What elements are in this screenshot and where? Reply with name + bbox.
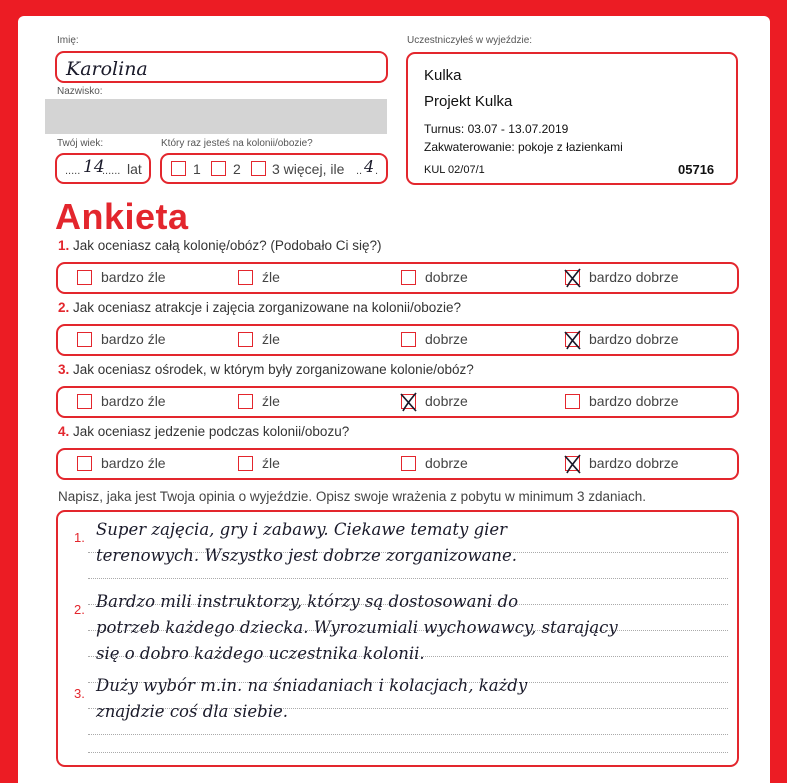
checkbox-q4-opt4[interactable] — [565, 456, 580, 471]
ile-value: 4 — [364, 157, 375, 176]
ruled-line — [88, 734, 728, 735]
ile-dots-right: . — [375, 165, 379, 177]
answer-line: Super zajęcia, gry i zabawy. Ciekawe tematy gier — [96, 520, 508, 539]
ile-dots-left: .. — [356, 165, 363, 177]
checkbox-q3-opt1[interactable] — [77, 394, 92, 409]
question-text: Jak oceniasz ośrodek, w którym były zorganizowane kolonie/obóz? — [73, 362, 474, 377]
question-text: Jak oceniasz całą kolonię/obóz? (Podobało Ci się?) — [73, 238, 382, 253]
question-number: 2. — [58, 300, 70, 315]
question-4 — [58, 424, 349, 439]
checkbox-raz-3[interactable] — [251, 161, 266, 176]
opt2-label: 2 — [233, 161, 241, 177]
answer-line: się o dobro każdego uczestnika kolonii. — [96, 644, 425, 663]
question-number: 3. — [58, 362, 70, 377]
check-mark-icon — [399, 391, 421, 413]
lat-label: lat — [127, 161, 142, 177]
wiek-dots-right: ...... — [102, 165, 121, 177]
label-ktory-raz: Który raz jesteś na kolonii/obozie? — [161, 138, 313, 149]
wiek-value: 14 — [83, 157, 105, 177]
checkbox-q2-opt4[interactable] — [565, 332, 580, 347]
question-2 — [58, 300, 461, 315]
option-label: bardzo źle — [101, 331, 166, 347]
check-mark-icon — [563, 329, 585, 351]
answer-line: Bardzo mili instruktorzy, którzy są dostosowani do — [96, 592, 519, 611]
checkbox-q3-opt3[interactable] — [401, 394, 416, 409]
option-label: dobrze — [425, 393, 468, 409]
check-mark-icon — [563, 267, 585, 289]
trip-number: 05716 — [678, 162, 715, 177]
option-label: źle — [262, 269, 280, 285]
ktory-raz-field — [160, 153, 388, 184]
checkbox-q2-opt1[interactable] — [77, 332, 92, 347]
ruled-line — [88, 752, 728, 753]
answer-line: potrzeb każdego dziecka. Wyrozumiali wychowawcy, starający — [96, 618, 618, 637]
answer-number: 2. — [74, 602, 85, 617]
answer-number: 1. — [74, 530, 85, 545]
trip-name: Kulka — [424, 67, 462, 84]
wiek-field[interactable] — [55, 153, 151, 184]
checkbox-q2-opt3[interactable] — [401, 332, 416, 347]
option-label: źle — [262, 455, 280, 471]
check-mark-icon — [563, 453, 585, 475]
checkbox-q4-opt2[interactable] — [238, 456, 253, 471]
answer-number: 3. — [74, 686, 85, 701]
option-label: źle — [262, 393, 280, 409]
opinion-prompt: Napisz, jaka jest Twoja opinia o wyjeździe. Opisz swoje wrażenia z pobytu w minimum 3 zdaniach. — [58, 489, 647, 504]
option-label: źle — [262, 331, 280, 347]
option-label: bardzo dobrze — [589, 393, 679, 409]
question-1 — [58, 238, 381, 253]
checkbox-q4-opt1[interactable] — [77, 456, 92, 471]
wiek-dots-left: ..... — [65, 165, 81, 177]
trip-project: Projekt Kulka — [424, 93, 513, 110]
trip-info-box — [406, 52, 738, 185]
checkbox-q1-opt4[interactable] — [565, 270, 580, 285]
question-text: Jak oceniasz atrakcje i zajęcia zorganizowane na kolonii/obozie? — [73, 300, 462, 315]
nazwisko-redacted — [45, 99, 387, 134]
checkbox-q1-opt2[interactable] — [238, 270, 253, 285]
label-nazwisko: Nazwisko: — [57, 86, 103, 97]
checkbox-q3-opt2[interactable] — [238, 394, 253, 409]
imie-value: Karolina — [66, 58, 148, 80]
checkbox-q1-opt1[interactable] — [77, 270, 92, 285]
label-uczestniczyles: Uczestniczyłeś w wyjeździe: — [407, 35, 533, 46]
trip-zakwaterowanie: Zakwaterowanie: pokoje z łazienkami — [424, 140, 623, 154]
checkbox-raz-1[interactable] — [171, 161, 186, 176]
option-label: bardzo źle — [101, 269, 166, 285]
answer-line: znajdzie coś dla siebie. — [96, 702, 288, 721]
label-wiek: Twój wiek: — [57, 138, 104, 149]
option-label: dobrze — [425, 331, 468, 347]
option-label: bardzo dobrze — [589, 269, 679, 285]
option-label: dobrze — [425, 455, 468, 471]
checkbox-q1-opt3[interactable] — [401, 270, 416, 285]
opt1-label: 1 — [193, 161, 201, 177]
option-label: bardzo dobrze — [589, 455, 679, 471]
answer-line: Duży wybór m.in. na śniadaniach i kolacjach, każdy — [96, 676, 528, 695]
opt3-label: 3 więcej, ile — [272, 161, 345, 177]
trip-turnus: Turnus: 03.07 - 13.07.2019 — [424, 122, 569, 136]
trip-code: KUL 02/07/1 — [424, 164, 485, 176]
option-label: bardzo źle — [101, 455, 166, 471]
question-text: Jak oceniasz jedzenie podczas kolonii/obozu? — [73, 424, 350, 439]
option-label: bardzo źle — [101, 393, 166, 409]
option-label: bardzo dobrze — [589, 331, 679, 347]
question-3 — [58, 362, 474, 377]
question-number: 1. — [58, 238, 70, 253]
survey-title: Ankieta — [55, 196, 189, 237]
checkbox-q3-opt4[interactable] — [565, 394, 580, 409]
ruled-line — [88, 578, 728, 579]
checkbox-q2-opt2[interactable] — [238, 332, 253, 347]
checkbox-raz-2[interactable] — [211, 161, 226, 176]
question-number: 4. — [58, 424, 70, 439]
option-label: dobrze — [425, 269, 468, 285]
label-imie: Imię: — [57, 35, 79, 46]
checkbox-q4-opt3[interactable] — [401, 456, 416, 471]
answer-line: terenowych. Wszystko jest dobrze zorganizowane. — [96, 546, 518, 565]
imie-field[interactable] — [55, 51, 388, 83]
